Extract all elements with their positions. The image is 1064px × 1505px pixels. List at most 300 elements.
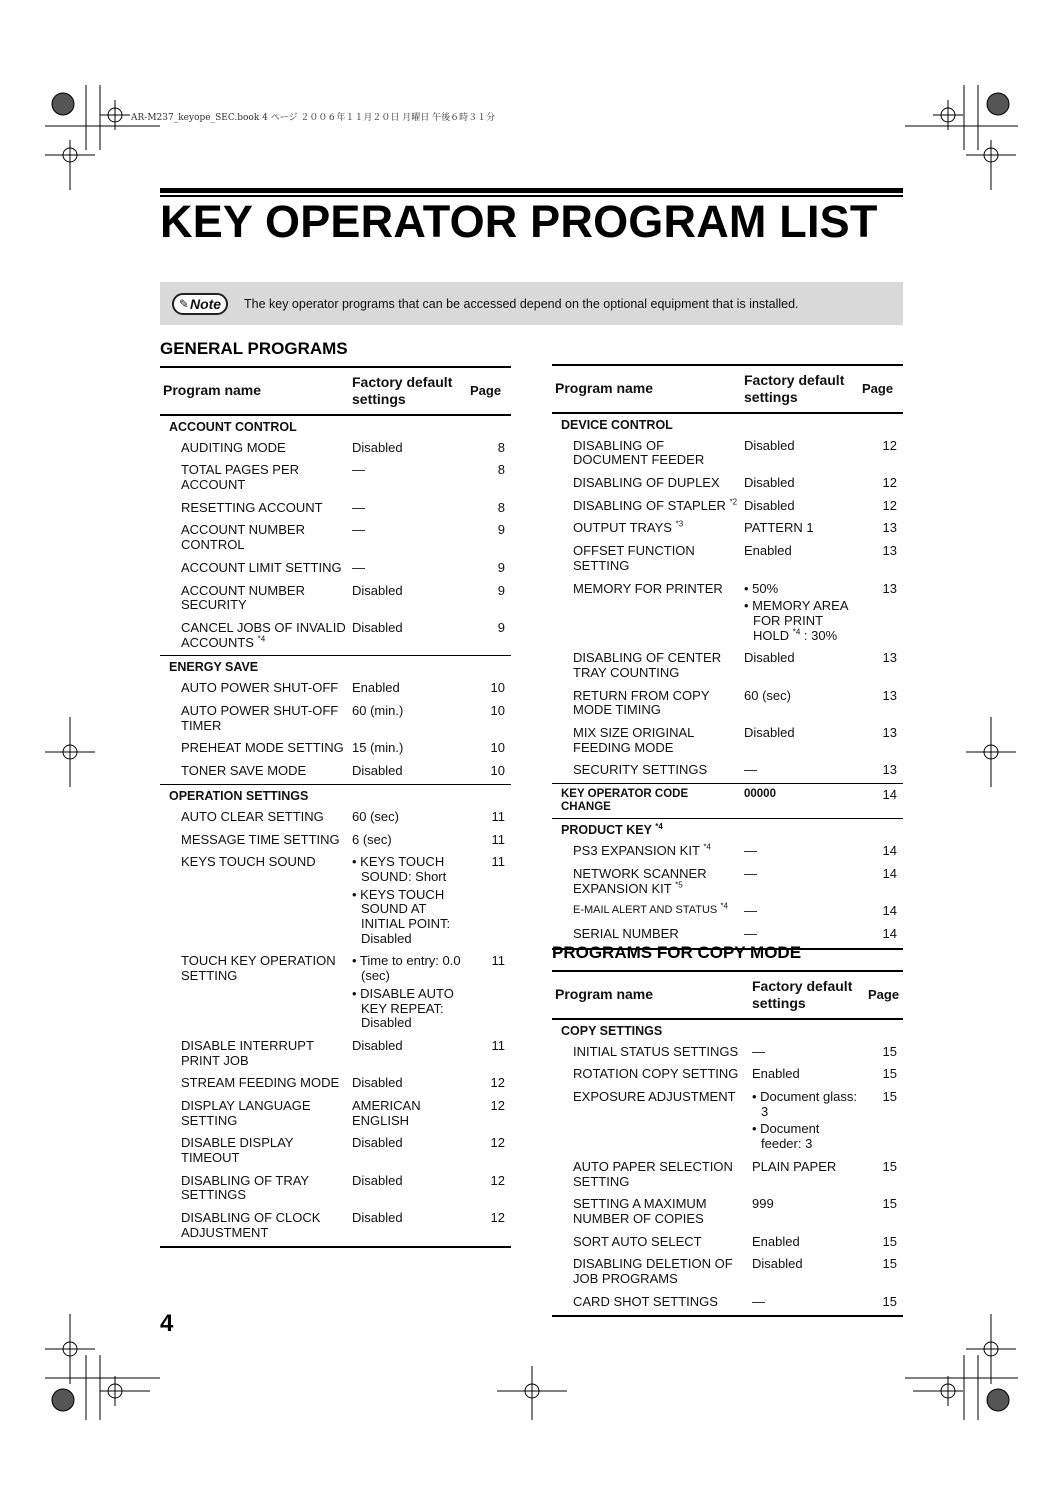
program-name-cell (552, 1157, 749, 1194)
page-ref: 12 (882, 497, 897, 513)
program-name-cell (160, 1171, 349, 1208)
page-ref: 11 (491, 831, 505, 847)
print-header-text: AR-M237_keyope_SEC.book 4 ページ ２００６年１１月２０日 月曜日 午後６時３１分 (131, 113, 496, 123)
factory-default-cell (749, 1087, 865, 1157)
program-name-cell (552, 648, 741, 685)
program-name: TOUCH KEY OPERATION SETTING (181, 953, 336, 984)
program-name-cell (552, 864, 741, 901)
program-name: DISABLING DELETION OF JOB PROGRAMS (573, 1256, 733, 1286)
program-name-cell (160, 581, 349, 618)
program-name: INITIAL STATUS SETTINGS (573, 1043, 739, 1059)
program-name-cell (552, 1042, 749, 1065)
factory-default-value: Disabled (744, 725, 795, 741)
factory-default-value: — (744, 903, 757, 919)
page-ref: 13 (882, 520, 897, 536)
factory-default-value: Enabled (352, 680, 400, 696)
header-page: Page (865, 971, 903, 1019)
footnote-marker: *4 (720, 901, 728, 911)
program-name: DISABLE INTERRUPT PRINT JOB (181, 1037, 314, 1068)
table-row (160, 558, 511, 581)
header-program-name: Program name (552, 365, 741, 413)
factory-default-cell (741, 541, 859, 578)
program-name: AUTO CLEAR SETTING (181, 808, 324, 824)
page-ref: 15 (882, 1066, 897, 1082)
program-name: OUTPUT TRAYS (573, 520, 672, 536)
default-bullet: • 50% (744, 580, 779, 596)
factory-default-cell (349, 761, 467, 784)
table-row (552, 1087, 903, 1157)
factory-default-cell (749, 1254, 865, 1291)
factory-default-cell (349, 1133, 467, 1170)
factory-default-value: PLAIN PAPER (752, 1158, 837, 1174)
program-name: OFFSET FUNCTION SETTING (573, 543, 695, 573)
page-ref: 10 (490, 680, 505, 696)
general-programs-table-left (160, 366, 511, 1248)
header-factory-default: Factory default settings (749, 971, 865, 1019)
footnote-marker: *4 (257, 634, 266, 644)
default-bullet: • Document glass: 3 (752, 1089, 857, 1119)
page-ref: 14 (882, 865, 897, 881)
factory-default-value: 999 (752, 1196, 774, 1212)
table-row (160, 1208, 511, 1247)
program-name: DISABLING OF CENTER TRAY COUNTING (573, 650, 722, 680)
page-ref: 13 (882, 762, 897, 778)
factory-default-value: — (352, 559, 365, 575)
factory-default-cell (349, 830, 467, 853)
table-row (160, 852, 511, 951)
factory-default-cell (741, 686, 859, 723)
program-name-cell (552, 1254, 749, 1291)
table-row (552, 841, 903, 864)
default-bullet: • MEMORY AREA FOR PRINT HOLD $^{*4}$ : 30% (744, 598, 848, 643)
group-heading-label: PRODUCT KEY (561, 823, 652, 838)
program-name-cell (552, 473, 741, 496)
page-ref: 12 (882, 437, 897, 453)
table-row (160, 1036, 511, 1073)
page-ref: 15 (882, 1233, 897, 1249)
page-ref: 12 (490, 1075, 505, 1091)
program-name-cell (160, 1208, 349, 1247)
program-name: ACCOUNT NUMBER SECURITY (181, 582, 305, 613)
group-heading-row (552, 413, 903, 436)
group-heading-label: ACCOUNT CONTROL (169, 419, 297, 434)
default-bullet: • Document feeder: 3 (752, 1121, 820, 1152)
header-factory-default: Factory default settings (741, 365, 859, 413)
table-row (160, 520, 511, 557)
page-ref: 12 (490, 1172, 505, 1188)
page-ref: 15 (882, 1256, 897, 1272)
table-row (160, 678, 511, 701)
factory-default-cell (749, 1157, 865, 1194)
table-row (160, 498, 511, 521)
factory-default-cell (349, 438, 467, 461)
table-row (160, 1096, 511, 1133)
table-row (552, 1157, 903, 1194)
program-name: DISABLE DISPLAY TIMEOUT (181, 1135, 294, 1166)
factory-default-value: Disabled (352, 1135, 403, 1151)
group-heading-label: ENERGY SAVE (169, 660, 259, 675)
key-operator-code-row (552, 784, 903, 819)
note-badge (172, 293, 228, 315)
factory-default-value: Disabled (352, 1037, 403, 1053)
table-row (552, 1232, 903, 1255)
page-ref: 14 (882, 903, 897, 919)
factory-default-cell (349, 1096, 467, 1133)
page-ref: 8 (497, 462, 505, 478)
program-name-cell (160, 1096, 349, 1133)
factory-default-cell (749, 1064, 865, 1087)
program-name: AUTO PAPER SELECTION SETTING (573, 1158, 733, 1189)
factory-default-value: Disabled (352, 763, 403, 779)
program-name-cell (552, 436, 741, 473)
factory-default-value: Disabled (352, 582, 403, 598)
factory-default-value: — (744, 762, 757, 778)
page-ref: 12 (882, 475, 897, 491)
default-bullet: • KEYS TOUCH SOUND AT INITIAL POINT: Disabled (352, 886, 451, 946)
footnote-marker: *3 (675, 520, 684, 530)
factory-default-cell (349, 581, 467, 618)
program-name-cell (552, 496, 741, 519)
factory-default-cell (749, 1292, 865, 1317)
table-row (552, 579, 903, 649)
group-heading (160, 656, 511, 679)
group-heading (160, 784, 511, 807)
page-ref: 15 (882, 1196, 897, 1212)
factory-default-value: Enabled (752, 1066, 800, 1082)
page-ref: 8 (497, 439, 505, 455)
general-programs-table-right (552, 364, 903, 950)
table-row (552, 1194, 903, 1231)
factory-default-cell (741, 473, 859, 496)
table-row (160, 701, 511, 738)
factory-default-value: 00000 (741, 784, 859, 819)
table-row (160, 438, 511, 461)
factory-default-value: Disabled (352, 439, 403, 455)
factory-default-value: Disabled (744, 437, 795, 453)
note-text: The key operator programs that can be accessed depend on the optional equipment that is installed. (244, 296, 799, 311)
table-row (552, 1254, 903, 1291)
program-name: ROTATION COPY SETTING (573, 1066, 739, 1082)
table-row (552, 723, 903, 760)
group-heading-row (552, 819, 903, 842)
table-row (160, 807, 511, 830)
program-name: SECURITY SETTINGS (573, 762, 708, 778)
program-name: SETTING A MAXIMUM NUMBER OF COPIES (573, 1196, 707, 1226)
group-heading (552, 819, 903, 842)
footnote-marker: *4 (703, 842, 711, 852)
page-title: KEY OPERATOR PROGRAM LIST (160, 196, 878, 247)
program-name-cell (160, 738, 349, 761)
factory-default-cell (349, 951, 467, 1035)
factory-default-value: PATTERN 1 (744, 520, 814, 536)
page-ref: 9 (497, 619, 505, 635)
factory-default-value: — (744, 925, 757, 941)
program-name-cell (160, 701, 349, 738)
factory-default-cell (349, 460, 467, 497)
program-name: CARD SHOT SETTINGS (573, 1293, 718, 1309)
factory-default-value: Disabled (752, 1256, 803, 1272)
factory-default-cell (349, 498, 467, 521)
program-name-cell (160, 951, 349, 1035)
factory-default-cell (349, 558, 467, 581)
table-row (552, 1042, 903, 1065)
program-name-cell (552, 518, 741, 541)
program-name: TOTAL PAGES PER ACCOUNT (181, 462, 299, 493)
page-number: 4 (160, 1310, 174, 1337)
factory-default-cell (349, 678, 467, 701)
program-name: DISABLING OF DUPLEX (573, 475, 720, 491)
table-row (160, 1133, 511, 1170)
factory-default-value: 15 (min.) (352, 740, 404, 756)
group-heading-row (160, 784, 511, 807)
factory-default-cell (349, 1208, 467, 1247)
group-heading-row (552, 1019, 903, 1042)
program-name: AUDITING MODE (181, 439, 286, 455)
factory-default-cell (741, 496, 859, 519)
program-name-cell (160, 498, 349, 521)
factory-default-value: — (752, 1043, 765, 1059)
general-programs-heading: GENERAL PROGRAMS (160, 339, 348, 358)
page-ref: 13 (882, 580, 897, 596)
page-ref: 13 (882, 687, 897, 703)
factory-default-cell (349, 520, 467, 557)
factory-default-cell (741, 723, 859, 760)
page-ref: 14 (859, 924, 903, 949)
table-row (552, 686, 903, 723)
table-row (160, 761, 511, 784)
page-ref: 10 (490, 763, 505, 779)
table-row (552, 864, 903, 901)
footnote-marker: *4 (655, 821, 663, 831)
factory-default-value: Disabled (352, 619, 403, 635)
factory-default-cell (349, 738, 467, 761)
program-name: MIX SIZE ORIGINAL FEEDING MODE (573, 725, 694, 755)
program-name: KEYS TOUCH SOUND (181, 854, 316, 870)
program-name-cell (552, 1194, 749, 1231)
program-name-cell (160, 1133, 349, 1170)
table-row (160, 618, 511, 656)
page-ref: 11 (491, 808, 505, 824)
program-name-cell (552, 1232, 749, 1255)
group-heading-label: OPERATION SETTINGS (169, 788, 309, 803)
table-row (160, 738, 511, 761)
table-row (160, 1171, 511, 1208)
program-name-cell (552, 686, 741, 723)
program-name-cell (160, 460, 349, 497)
program-name: KEY OPERATOR CODE CHANGE (552, 784, 741, 819)
page-ref: 13 (882, 725, 897, 741)
factory-default-cell (749, 1194, 865, 1231)
program-name-cell (552, 1087, 749, 1157)
program-name-cell (160, 761, 349, 784)
factory-default-value: Disabled (744, 650, 795, 666)
program-name: EXPOSURE ADJUSTMENT (573, 1089, 736, 1105)
factory-default-value: AMERICAN ENGLISH (352, 1097, 421, 1128)
table-row (552, 901, 903, 924)
page-ref: 11 (491, 953, 505, 969)
factory-default-cell (749, 1232, 865, 1255)
program-name: DISABLING OF DOCUMENT FEEDER (573, 437, 705, 468)
default-bullet: • Time to entry: 0.0 (sec) (352, 953, 461, 984)
page-ref: 15 (865, 1292, 903, 1317)
program-name: MEMORY FOR PRINTER (573, 580, 723, 596)
factory-default-value: — (744, 843, 757, 859)
table-row (552, 1064, 903, 1087)
factory-default-value: 6 (sec) (352, 831, 392, 847)
header-program-name: Program name (552, 971, 749, 1019)
page-ref: 11 (491, 1037, 505, 1053)
page-ref: 10 (490, 740, 505, 756)
factory-default-cell (741, 864, 859, 901)
factory-default-value: — (352, 522, 365, 538)
factory-default-cell (349, 1171, 467, 1208)
factory-default-value: Disabled (744, 475, 795, 491)
table-row (552, 496, 903, 519)
factory-default-cell (349, 1036, 467, 1073)
page-ref: 9 (497, 559, 505, 575)
program-name-cell (552, 1292, 749, 1317)
program-name: SERIAL NUMBER (573, 925, 679, 941)
group-heading-label: COPY SETTINGS (561, 1023, 663, 1038)
factory-default-value: 60 (min.) (352, 703, 404, 719)
program-name-cell (552, 579, 741, 649)
table-row (552, 473, 903, 496)
factory-default-cell (349, 701, 467, 738)
program-name: E-MAIL ALERT AND STATUS (573, 904, 718, 917)
program-name-cell (552, 760, 741, 783)
page-ref: 12 (490, 1097, 505, 1113)
program-name-cell (160, 1073, 349, 1096)
footnote-marker: *2 (729, 497, 738, 507)
page-ref: 11 (491, 854, 505, 870)
pencil-icon: ✎ (178, 296, 189, 311)
factory-default-value: — (752, 1293, 765, 1309)
page-ref: 15 (882, 1158, 897, 1174)
program-name: DISABLING OF TRAY SETTINGS (181, 1172, 309, 1203)
header-factory-default: Factory default settings (349, 367, 467, 415)
factory-default-cell (749, 1042, 865, 1065)
group-heading-label: DEVICE CONTROL (561, 417, 673, 432)
header-page: Page (859, 365, 903, 413)
table-row (552, 436, 903, 473)
factory-default-value: — (352, 499, 365, 515)
factory-default-value: Enabled (744, 543, 792, 559)
footnote-marker: *5 (675, 880, 683, 890)
page-ref: 12 (490, 1135, 505, 1151)
program-name: ACCOUNT LIMIT SETTING (181, 559, 342, 575)
table-row (552, 518, 903, 541)
program-name: RETURN FROM COPY MODE TIMING (573, 687, 710, 718)
program-name: PREHEAT MODE SETTING (181, 740, 344, 756)
factory-default-cell (741, 901, 859, 924)
program-name-cell (160, 520, 349, 557)
factory-default-value: Enabled (752, 1233, 800, 1249)
page-ref: 14 (882, 843, 897, 859)
copy-mode-heading: PROGRAMS FOR COPY MODE (552, 943, 802, 962)
page-ref: 13 (882, 650, 897, 666)
page-ref: 8 (497, 499, 505, 515)
program-name: ACCOUNT NUMBER CONTROL (181, 522, 305, 553)
factory-default-cell (349, 618, 467, 656)
note-box (160, 282, 903, 325)
program-name: PS3 EXPANSION KIT (573, 843, 700, 859)
program-name: TONER SAVE MODE (181, 763, 307, 779)
default-bullet: • DISABLE AUTO KEY REPEAT: Disabled (352, 985, 454, 1031)
factory-default-cell (349, 807, 467, 830)
factory-default-value: — (352, 462, 365, 478)
table-row (160, 951, 511, 1035)
program-name: DISABLING OF CLOCK ADJUSTMENT (181, 1210, 321, 1240)
program-name-cell (160, 438, 349, 461)
group-heading (552, 1019, 903, 1042)
program-name-cell (160, 852, 349, 951)
program-name: AUTO POWER SHUT-OFF (181, 680, 339, 696)
factory-default-cell (741, 841, 859, 864)
header-page: Page (467, 367, 511, 415)
factory-default-cell (349, 852, 467, 951)
program-name-cell (552, 901, 741, 924)
table-row (160, 830, 511, 853)
table-row (552, 648, 903, 685)
factory-default-value: Disabled (744, 497, 795, 513)
factory-default-value: Disabled (352, 1075, 403, 1091)
page-ref: 15 (882, 1089, 897, 1105)
program-name-cell (160, 807, 349, 830)
program-name-cell (552, 1064, 749, 1087)
factory-default-cell (741, 518, 859, 541)
program-name: SORT AUTO SELECT (573, 1233, 702, 1249)
table-row (160, 460, 511, 497)
factory-default-value: 60 (sec) (352, 808, 399, 824)
program-name-cell (160, 558, 349, 581)
factory-default-value: 60 (sec) (744, 687, 791, 703)
program-name-cell (160, 678, 349, 701)
page-ref: 14 (859, 784, 903, 819)
program-name: CANCEL JOBS OF INVALID ACCOUNTS (181, 619, 346, 650)
note-badge-label: Note (189, 295, 222, 312)
factory-default-value: Disabled (352, 1172, 403, 1188)
default-bullet: • KEYS TOUCH SOUND: Short (352, 854, 447, 885)
group-heading-row (160, 415, 511, 438)
factory-default-cell (741, 760, 859, 783)
group-heading (160, 415, 511, 438)
factory-default-cell (741, 436, 859, 473)
group-heading (552, 413, 903, 436)
program-name-cell (552, 723, 741, 760)
program-name: MESSAGE TIME SETTING (181, 831, 340, 847)
table-row (552, 760, 903, 783)
factory-default-cell (349, 1073, 467, 1096)
program-name: NETWORK SCANNER EXPANSION KIT (573, 865, 707, 896)
factory-default-cell (741, 579, 859, 649)
group-heading-row (160, 656, 511, 679)
program-name-cell (552, 841, 741, 864)
footnote-marker: *4 (792, 627, 801, 637)
program-name: DISABLING OF STAPLER (573, 497, 726, 513)
page-ref: 15 (882, 1043, 897, 1059)
table-row (552, 1292, 903, 1317)
table-row (160, 581, 511, 618)
factory-default-value: Disabled (352, 1210, 403, 1226)
program-name: RESETTING ACCOUNT (181, 499, 323, 515)
program-name-cell (160, 1036, 349, 1073)
table-row (552, 541, 903, 578)
table-row (160, 1073, 511, 1096)
factory-default-value: — (744, 865, 757, 881)
program-name: DISPLAY LANGUAGE SETTING (181, 1097, 311, 1128)
factory-default-cell (741, 648, 859, 685)
page-ref: 9 (497, 522, 505, 538)
